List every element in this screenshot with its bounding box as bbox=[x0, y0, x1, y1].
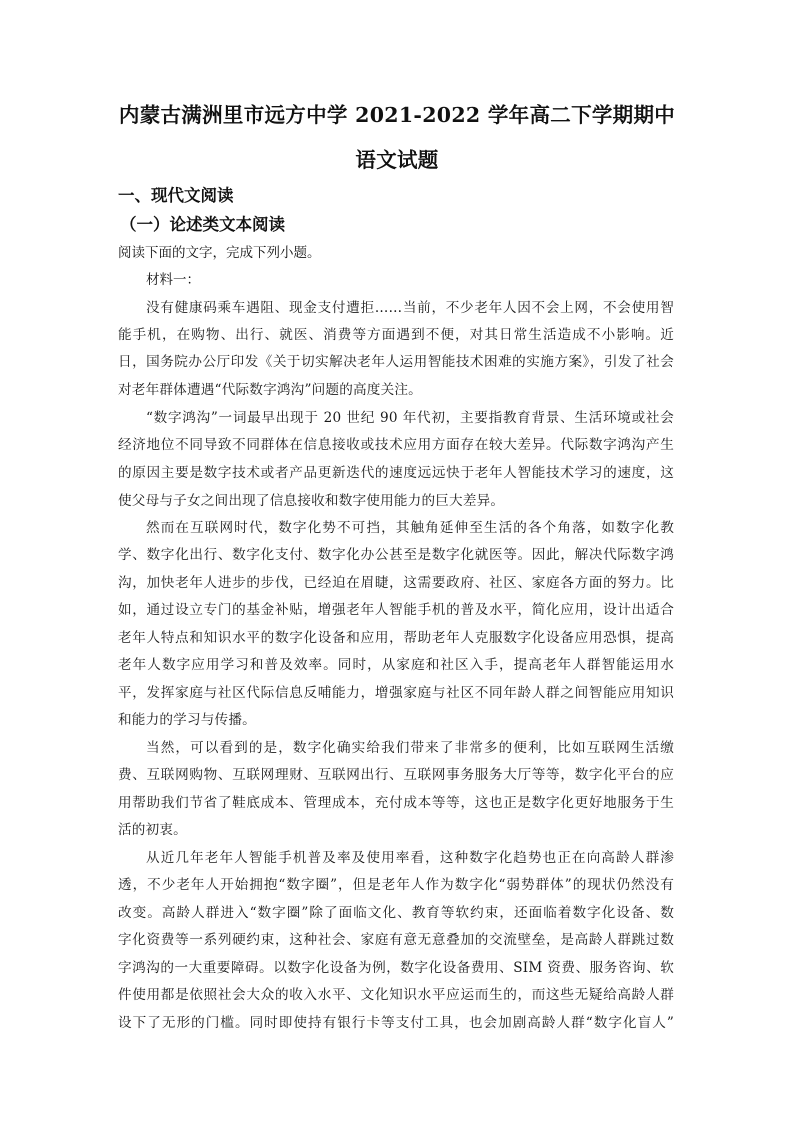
document-title: 内蒙古满洲里市远方中学 2021-2022 学年高二下学期期中 bbox=[118, 103, 676, 127]
material-label: 材料一： bbox=[146, 272, 200, 288]
paragraph-line: 设下了无形的门槛。同时即使持有银行卡等支付工具，也会加剧高龄人群“数字化盲人” bbox=[118, 1015, 674, 1031]
paragraph-line: 没有健康码乘车遇阻、现金支付遭拒……当前，不少老年人因不会上网，不会使用智 bbox=[146, 300, 674, 316]
section-heading: 一、现代文阅读 bbox=[118, 186, 234, 205]
paragraph-line: 透，不少老年人开始拥抱“数字圈”，但是老年人作为数字化“弱势群体”的现状仍然没有 bbox=[118, 877, 674, 893]
paragraph-line: 沟，加快老年人进步的步伐，已经迫在眉睫，这需要政府、社区、家庭各方面的努力。比 bbox=[118, 575, 674, 591]
paragraph-line: 经济地位不同导致不同群体在信息接收或技术应用方面存在较大差异。代际数字鸿沟产生 bbox=[118, 437, 674, 453]
paragraph-line: 从近几年老年人智能手机普及率及使用率看，这种数字化趋势也正在向高龄人群渗 bbox=[146, 850, 674, 866]
paragraph-line: 费、互联网购物、互联网理财、互联网出行、互联网事务服务大厅等等，数字化平台的应 bbox=[118, 767, 674, 783]
paragraph-line: 老年人数字应用学习和普及效率。同时，从家庭和社区入手，提高老年人群智能运用水 bbox=[118, 657, 674, 673]
paragraph-line: 如，通过设立专门的基金补贴，增强老年人智能手机的普及水平，简化应用，设计出适合 bbox=[118, 602, 674, 618]
paragraph-line: 当然，可以看到的是，数字化确实给我们带来了非常多的便利，比如互联网生活缴 bbox=[146, 740, 674, 756]
paragraph-line: 能手机，在购物、出行、就医、消费等方面遇到不便，对其日常生活造成不小影响。近 bbox=[118, 327, 674, 343]
paragraph-line: 学、数字化出行、数字化支付、数字化办公甚至是数字化就医等。因此，解决代际数字鸿 bbox=[118, 547, 674, 563]
paragraph-line: 字鸿沟的一大重要障碍。以数字化设备为例，数字化设备费用、SIM 资费、服务咨询、软 bbox=[118, 960, 674, 976]
paragraph-line: 平，发挥家庭与社区代际信息反哺能力，增强家庭与社区不同年龄人群之间智能应用知识 bbox=[118, 685, 674, 701]
paragraph-line: “数字鸿沟”一词最早出现于 20 世纪 90 年代初，主要指教育背景、生活环境或社会 bbox=[146, 410, 674, 426]
instruction-text: 阅读下面的文字，完成下列小题。 bbox=[118, 245, 321, 261]
paragraph-line: 的原因主要是数字技术或者产品更新迭代的速度远远快于老年人智能技术学习的速度，这 bbox=[118, 465, 674, 481]
document-subtitle: 语文试题 bbox=[355, 148, 439, 172]
paragraph-line: 日，国务院办公厅印发《关于切实解决老年人运用智能技术困难的实施方案》，引发了社会 bbox=[118, 354, 674, 370]
subsection-heading: （一）论述类文本阅读 bbox=[120, 215, 285, 234]
paragraph-line: 老年人特点和知识水平的数字化设备和应用，帮助老年人克服数字化设备应用恐惧，提高 bbox=[118, 630, 674, 646]
paragraph-line: 字化资费等一系列硬约束，这种社会、家庭有意无意叠加的交流壁垒，是高龄人群跳过数 bbox=[118, 932, 674, 948]
paragraph-line: 对老年群体遭遇“代际数字鸿沟”问题的高度关注。 bbox=[118, 382, 422, 398]
paragraph-line: 和能力的学习与传播。 bbox=[118, 712, 256, 728]
paragraph-line: 改变。高龄人群进入“数字圈”除了面临文化、教育等软约束，还面临着数字化设备、数 bbox=[118, 905, 674, 921]
paragraph-line: 件使用都是依照社会大众的收入水平、文化知识水平应运而生的，而这些无疑给高龄人群 bbox=[118, 987, 674, 1003]
paragraph-line: 然而在互联网时代，数字化势不可挡，其触角延伸至生活的各个角落，如数字化教 bbox=[146, 520, 674, 536]
paragraph-line: 使父母与子女之间出现了信息接收和数字使用能力的巨大差异。 bbox=[118, 493, 505, 509]
paragraph-line: 用帮助我们节省了鞋底成本、管理成本，充付成本等等，这也正是数字化更好地服务于生 bbox=[118, 795, 674, 811]
paragraph-line: 活的初衷。 bbox=[118, 822, 187, 838]
